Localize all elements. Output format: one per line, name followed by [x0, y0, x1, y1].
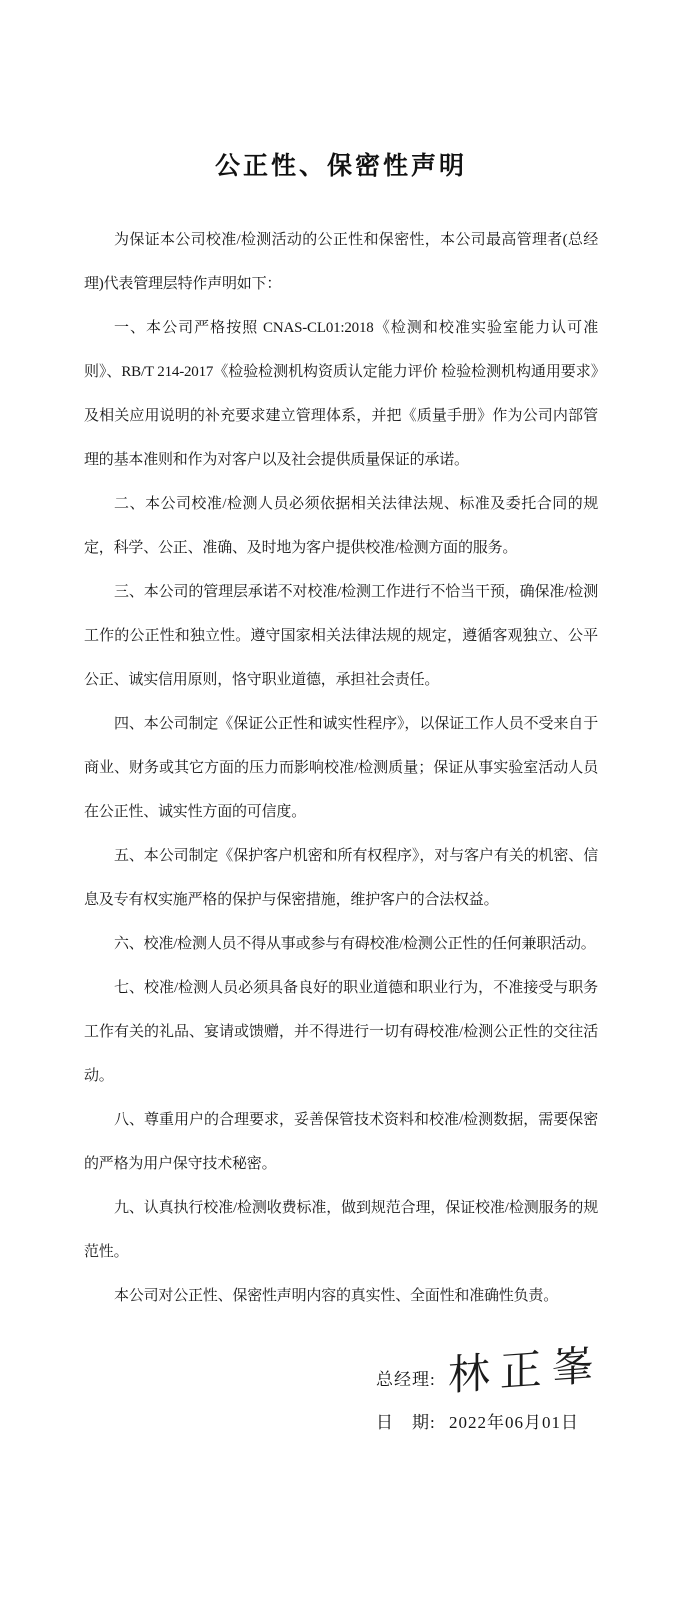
signature-block — [376, 1332, 606, 1433]
clause-1: 一、本公司严格按照 CNAS-CL01:2018《检测和校准实验室能力认可准则》、RB/T 214-2017《检验检测机构资质认定能力评价 检验检测机构通用要求》及相关应用说明的补充要求建立管理体系，并把《质量手册》作为公司内部管理的基本准则和作为对客户以及社会提供质量保证的承诺。 — [84, 320, 598, 468]
intro-paragraph: 为保证本公司校准/检测活动的公正性和保密性，本公司最高管理者(总经理)代表管理层特作声明如下： — [84, 232, 598, 292]
closing-statement: 本公司对公正性、保密性声明内容的真实性、全面性和准确性负责。 — [114, 1288, 559, 1304]
date-value: 2022年06月01日 — [448, 1413, 579, 1432]
signature-handwriting: 林正峯 — [447, 1343, 604, 1401]
clause-5: 五、本公司制定《保护客户机密和所有权程序》，对与客户有关的机密、信息及专有权实施严格的保护与保密措施，维护客户的合法权益。 — [84, 848, 598, 908]
clause-3: 三、本公司的管理层承诺不对校准/检测工作进行不恰当干预，确保准/检测工作的公正性和独立性。遵守国家相关法律法规的规定，遵循客观独立、公平公正、诚实信用原则，恪守职业道德，承担社会责任。 — [84, 584, 598, 688]
clause-2: 二、本公司校准/检测人员必须依据相关法律法规、标准及委托合同的规定，科学、公正、准确、及时地为客户提供校准/检测方面的服务。 — [84, 496, 598, 556]
general-manager-line — [376, 1332, 606, 1401]
date-label: 日 期: — [376, 1413, 436, 1432]
clause-8: 八、尊重用户的合理要求，妥善保管技术资料和校准/检测数据，需要保密的严格为用户保守技术秘密。 — [84, 1112, 598, 1172]
clause-9: 九、认真执行校准/检测收费标准，做到规范合理，保证校准/检测服务的规范性。 — [84, 1200, 598, 1260]
clause-4: 四、本公司制定《保证公正性和诚实性程序》，以保证工作人员不受来自于商业、财务或其它方面的压力而影响校准/检测质量；保证从事实验室活动人员在公正性、诚实性方面的可信度。 — [84, 716, 598, 820]
document-title: 公正性、保密性声明 — [214, 153, 467, 180]
general-manager-label: 总经理: — [376, 1370, 436, 1389]
clause-7: 七、校准/检测人员必须具备良好的职业道德和职业行为，不准接受与职务工作有关的礼品、宴请或馈赠，并不得进行一切有碍校准/检测公正性的交往活动。 — [84, 980, 598, 1084]
date-line — [376, 1408, 606, 1433]
clause-6: 六、校准/检测人员不得从事或参与有碍校准/检测公正性的任何兼职活动。 — [114, 936, 596, 952]
